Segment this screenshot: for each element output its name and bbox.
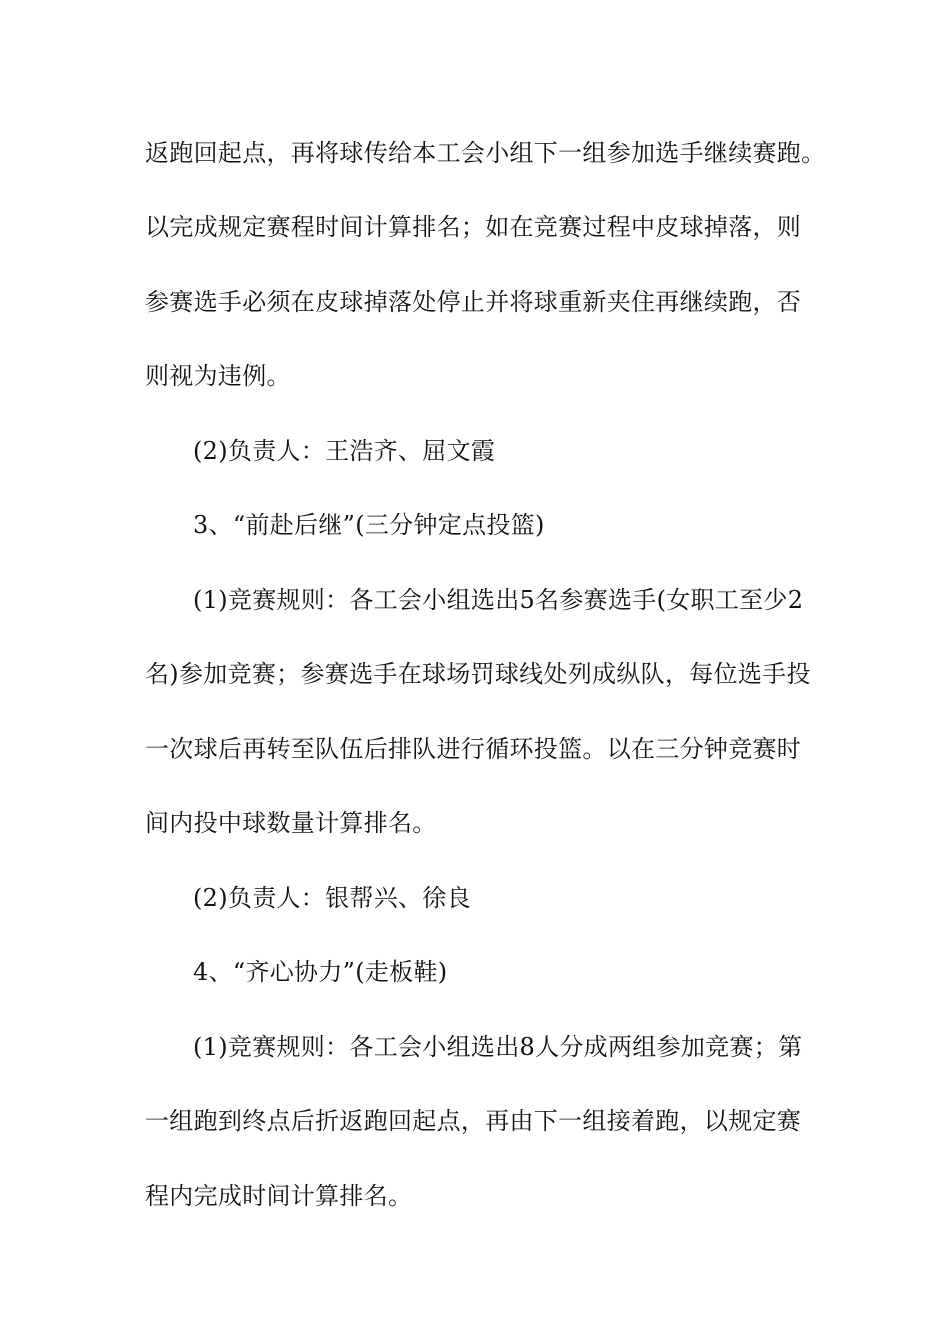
responsible-person-line: (2)负责人：银帮兴、徐良 [193, 884, 471, 912]
rules-line: (1)竞赛规则：各工会小组选出8人分成两组参加竞赛；第 [193, 1033, 803, 1061]
responsible-person-line: (2)负责人：王浩齐、屈文霞 [193, 437, 496, 465]
paragraph-line: 间内投中球数量计算排名。 [145, 809, 437, 837]
paragraph-line: 名)参加竞赛；参赛选手在球场罚球线处列成纵队，每位选手投 [145, 660, 811, 688]
paragraph-line: 一次球后再转至队伍后排队进行循环投篮。以在三分钟竞赛时 [145, 735, 802, 763]
paragraph-line: 一组跑到终点后折返跑回起点，再由下一组接着跑，以规定赛 [145, 1107, 802, 1135]
section-heading: 4、“齐心协力”(走板鞋) [193, 958, 448, 986]
paragraph-line: 则视为违例。 [145, 362, 291, 390]
paragraph-line: 返跑回起点，再将球传给本工会小组下一组参加选手继续赛跑。 [145, 139, 826, 167]
rules-line: (1)竞赛规则：各工会小组选出5名参赛选手(女职工至少2 [193, 586, 804, 614]
paragraph-line: 以完成规定赛程时间计算排名；如在竞赛过程中皮球掉落，则 [145, 213, 802, 241]
paragraph-line: 参赛选手必须在皮球掉落处停止并将球重新夹住再继续跑，否 [145, 288, 802, 316]
section-heading: 3、“前赴后继”(三分钟定点投篮) [193, 511, 545, 539]
paragraph-line: 程内完成时间计算排名。 [145, 1182, 413, 1210]
